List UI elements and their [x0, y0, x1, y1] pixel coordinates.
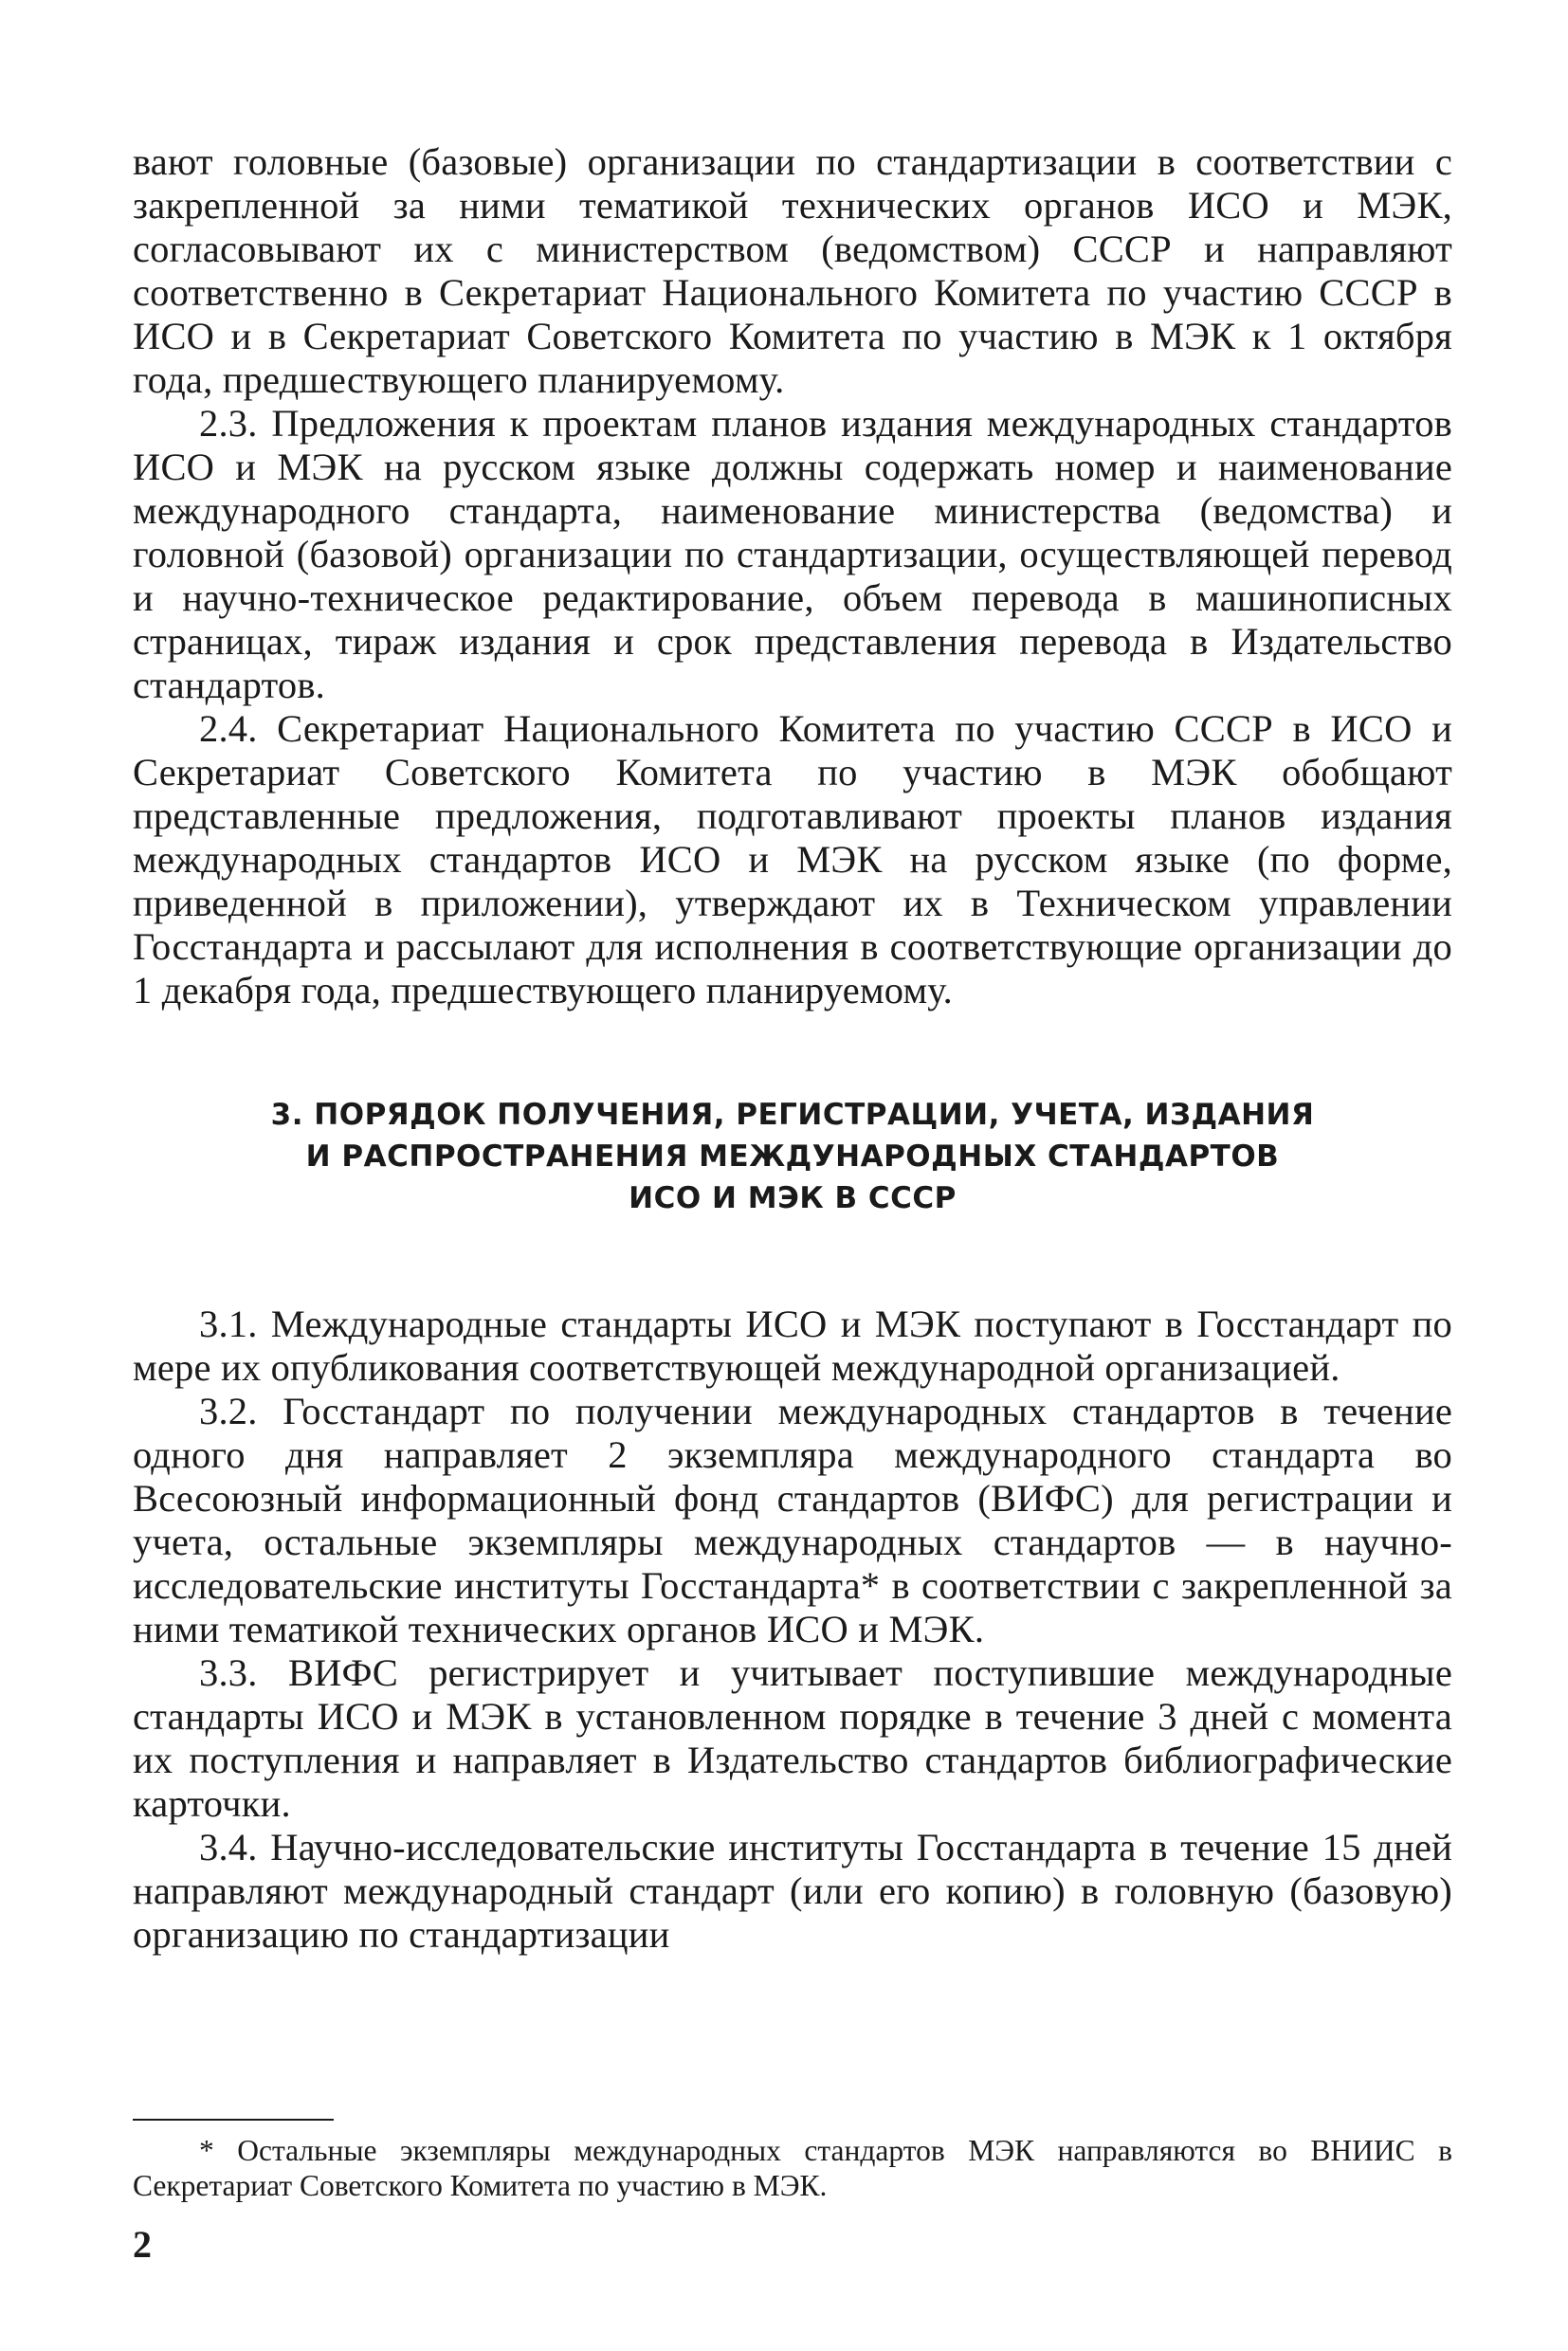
paragraph-2-4: 2.4. Секретариат Национального Комитета по участию СССР в ИСО и Секретариат Советского Комитета по участию в МЭК обобщают представленные предложения, подготавливают проекты планов издания международных стандартов ИСО и МЭК на русском языке (по форме, приведенной в приложении), утверждают их в Техническом управлении Госстандарта и рассылают для исполнения в соответствующие организации до 1 декабря года, предшествующего планируемому. — [133, 707, 1452, 1011]
footnote: * Остальные экземпляры международных стандартов МЭК направляются во ВНИИС в Секретариат Советского Комитета по участию в МЭК. — [133, 2134, 1452, 2202]
page-body — [133, 140, 1452, 1957]
section-3-heading-line-2: И РАСПРОСТРАНЕНИЯ МЕЖДУНАРОДНЫХ СТАНДАРТОВ — [305, 1139, 1280, 1174]
paragraph-2-2-continued: вают головные (базовые) организации по стандартизации в соответствии с закрепленной за ними тематикой технических органов ИСО и МЭК, согласовывают их с министерством (ведомством) СССР и направляют соответственно в Секретариат Национального Комитета по участию СССР в ИСО и в Секретариат Советского Комитета по участию в МЭК к 1 октября года, предшествующего планируемому. — [133, 140, 1452, 401]
section-3-heading-line-3: ИСО И МЭК В СССР — [629, 1181, 957, 1215]
page-number: 2 — [133, 2223, 152, 2266]
section-3-heading — [133, 1094, 1452, 1219]
paragraph-3-1: 3.1. Международные стандарты ИСО и МЭК поступают в Госстандарт по мере их опубликования соответствующей международной организацией. — [133, 1303, 1452, 1389]
paragraph-2-3: 2.3. Предложения к проектам планов издания международных стандартов ИСО и МЭК на русском языке должны содержать номер и наименование международного стандарта, наименование министерства (ведомства) и головной (базовой) организации по стандартизации, осуществляющей перевод и научно-техническое редактирование, объем перевода в машинописных страницах, тираж издания и срок представления перевода в Издательство стандартов. — [133, 402, 1452, 706]
paragraph-3-2: 3.2. Госстандарт по получении международных стандартов в течение одного дня направляет 2 экземпляра международного стандарта во Всесоюзный информационный фонд стандартов (ВИФС) для регистрации и учета, остальные экземпляры международных стандартов — в научно-исследовательские институты Госстандарта* в соответствии с закрепленной за ними тематикой технических органов ИСО и МЭК. — [133, 1390, 1452, 1650]
paragraph-3-4: 3.4. Научно-исследовательские институты Госстандарта в течение 15 дней направляют международный стандарт (или его копию) в головную (базовую) организацию по стандартизации — [133, 1826, 1452, 1956]
section-3-heading-line-1: 3. ПОРЯДОК ПОЛУЧЕНИЯ, РЕГИСТРАЦИИ, УЧЕТА, ИЗДАНИЯ — [270, 1098, 1315, 1132]
paragraph-3-3: 3.3. ВИФС регистрирует и учитывает поступившие международные стандарты ИСО и МЭК в установленном порядке в течение 3 дней с момента их поступления и направляет в Издательство стандартов библиографические карточки. — [133, 1651, 1452, 1825]
footnote-divider — [133, 2119, 334, 2121]
